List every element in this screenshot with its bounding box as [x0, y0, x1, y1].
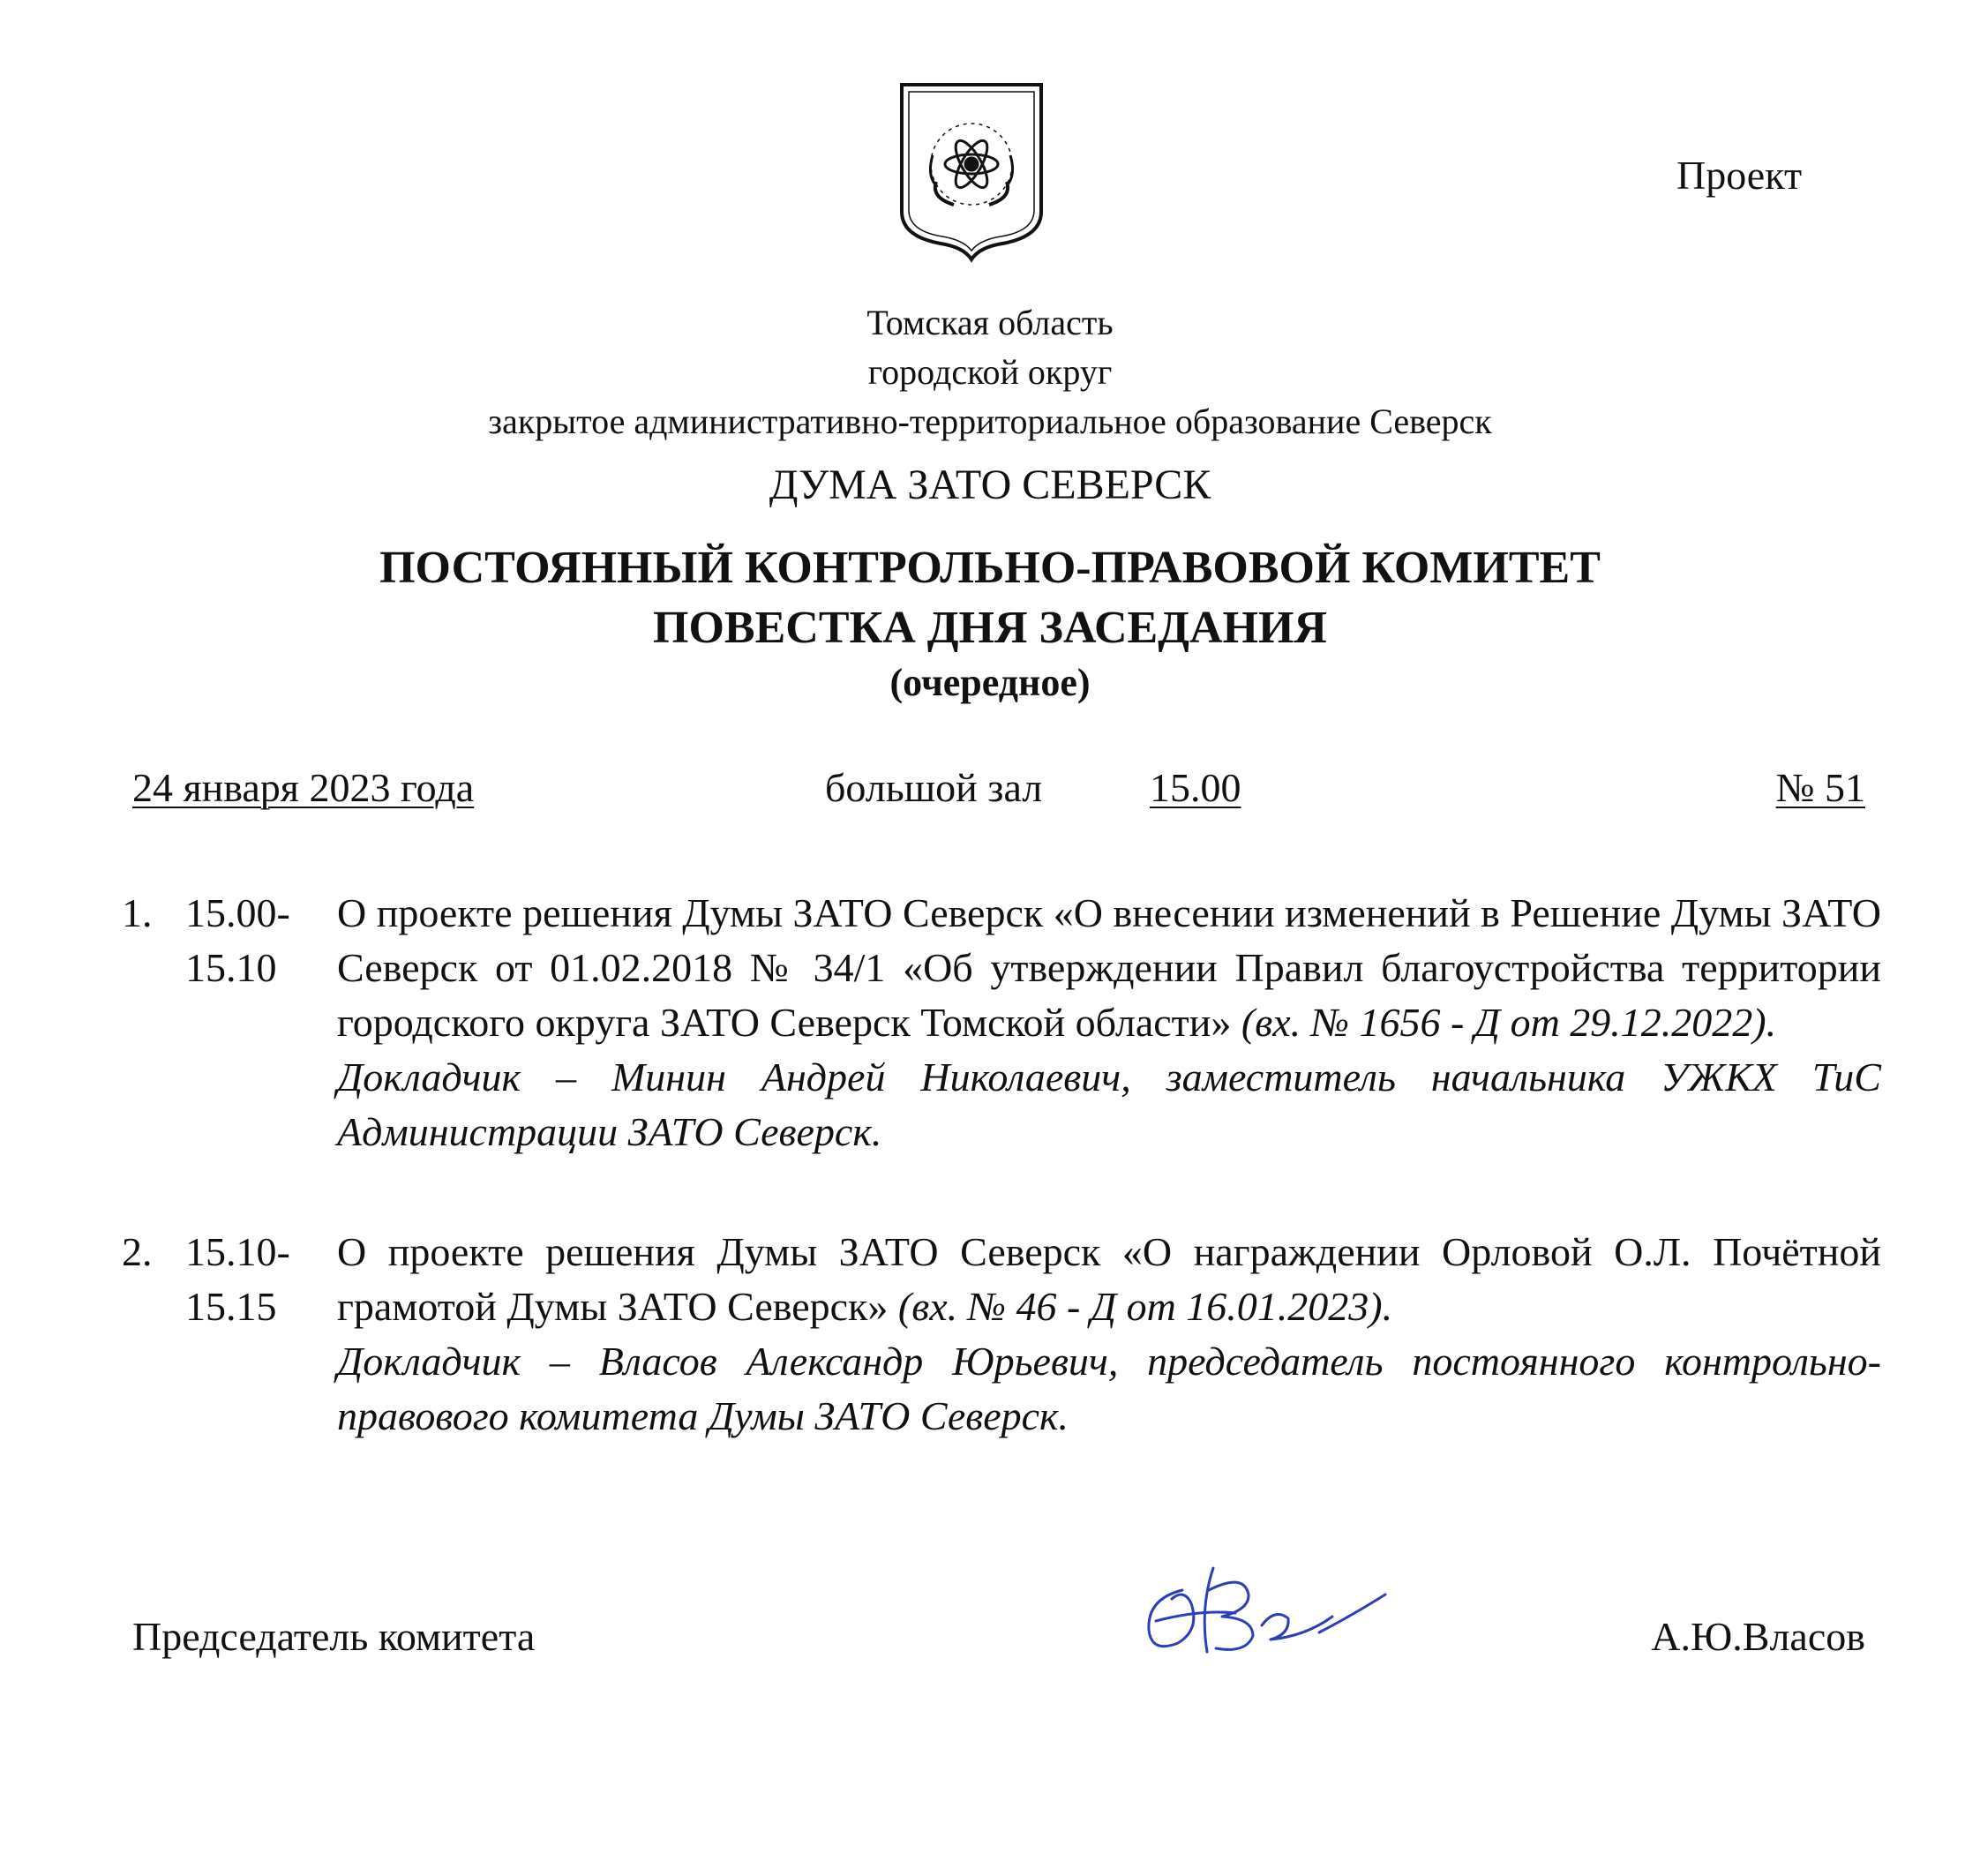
agenda-item-body	[337, 886, 1881, 1159]
agenda-item-text: О проекте решения Думы ЗАТО Северск «О награждении Орловой О.Л. Почётной грамотой Думы ЗАТО Северск»	[337, 1229, 1881, 1329]
agenda-item-speaker: Докладчик – Власов Александр Юрьевич, председатель постоянного контрольно-правового комитета Думы ЗАТО Северск.	[337, 1339, 1881, 1438]
agenda-item-number: 2.	[122, 1229, 153, 1274]
signer-title: Председатель комитета	[132, 1614, 536, 1659]
agenda-item-time-start: 15.00-	[185, 890, 290, 935]
draft-mark: Проект	[1676, 153, 1803, 198]
agenda-item-time	[185, 886, 300, 995]
meeting-time: 15.00	[1150, 765, 1241, 810]
coat-of-arms-icon	[896, 79, 1046, 263]
committee-title	[0, 538, 1980, 658]
meeting-number: № 51	[1775, 765, 1865, 810]
agenda-item-time	[185, 1225, 300, 1334]
agenda-item-time-start: 15.10-	[185, 1229, 290, 1274]
body-name: ДУМА ЗАТО СЕВЕРСК	[769, 461, 1211, 508]
region-line: Томская область	[866, 303, 1114, 342]
meeting-date: 24 января 2023 года	[132, 765, 475, 810]
signature-icon	[1129, 1555, 1394, 1670]
agenda-item-body	[337, 1225, 1881, 1444]
signer-name: А.Ю.Власов	[1651, 1614, 1865, 1659]
agenda-item-number: 1.	[122, 890, 153, 935]
committee-line: ПОСТОЯННЫЙ КОНТРОЛЬНО-ПРАВОВОЙ КОМИТЕТ	[379, 543, 1601, 593]
agenda-item-reference: (вх. № 46 - Д от 16.01.2023).	[897, 1284, 1393, 1329]
meeting-place: большой зал	[825, 765, 1043, 810]
agenda-item-time-end: 15.15	[185, 1284, 277, 1329]
meeting-kind: (очередное)	[889, 661, 1091, 704]
region-line: закрытое административно-территориальное образование Северск	[488, 401, 1492, 441]
agenda-item-speaker: Докладчик – Минин Андрей Николаевич, заместитель начальника УЖКХ ТиС Администрации ЗАТО Северск.	[337, 1054, 1881, 1154]
region-line: городской округ	[867, 352, 1113, 392]
agenda-title: ПОВЕСТКА ДНЯ ЗАСЕДАНИЯ	[653, 603, 1327, 653]
agenda-item-reference: (вх. № 1656 - Д от 29.12.2022).	[1241, 1000, 1777, 1045]
agenda-item-time-end: 15.10	[185, 945, 277, 990]
agenda-item-text: О проекте решения Думы ЗАТО Северск «О внесении изменений в Решение Думы ЗАТО Северск от 01.02.2018 № 34/1 «Об утверждении Правил благоустройства территории городского округа ЗАТО Северск Томской области»	[337, 890, 1881, 1045]
region-block	[0, 298, 1980, 446]
